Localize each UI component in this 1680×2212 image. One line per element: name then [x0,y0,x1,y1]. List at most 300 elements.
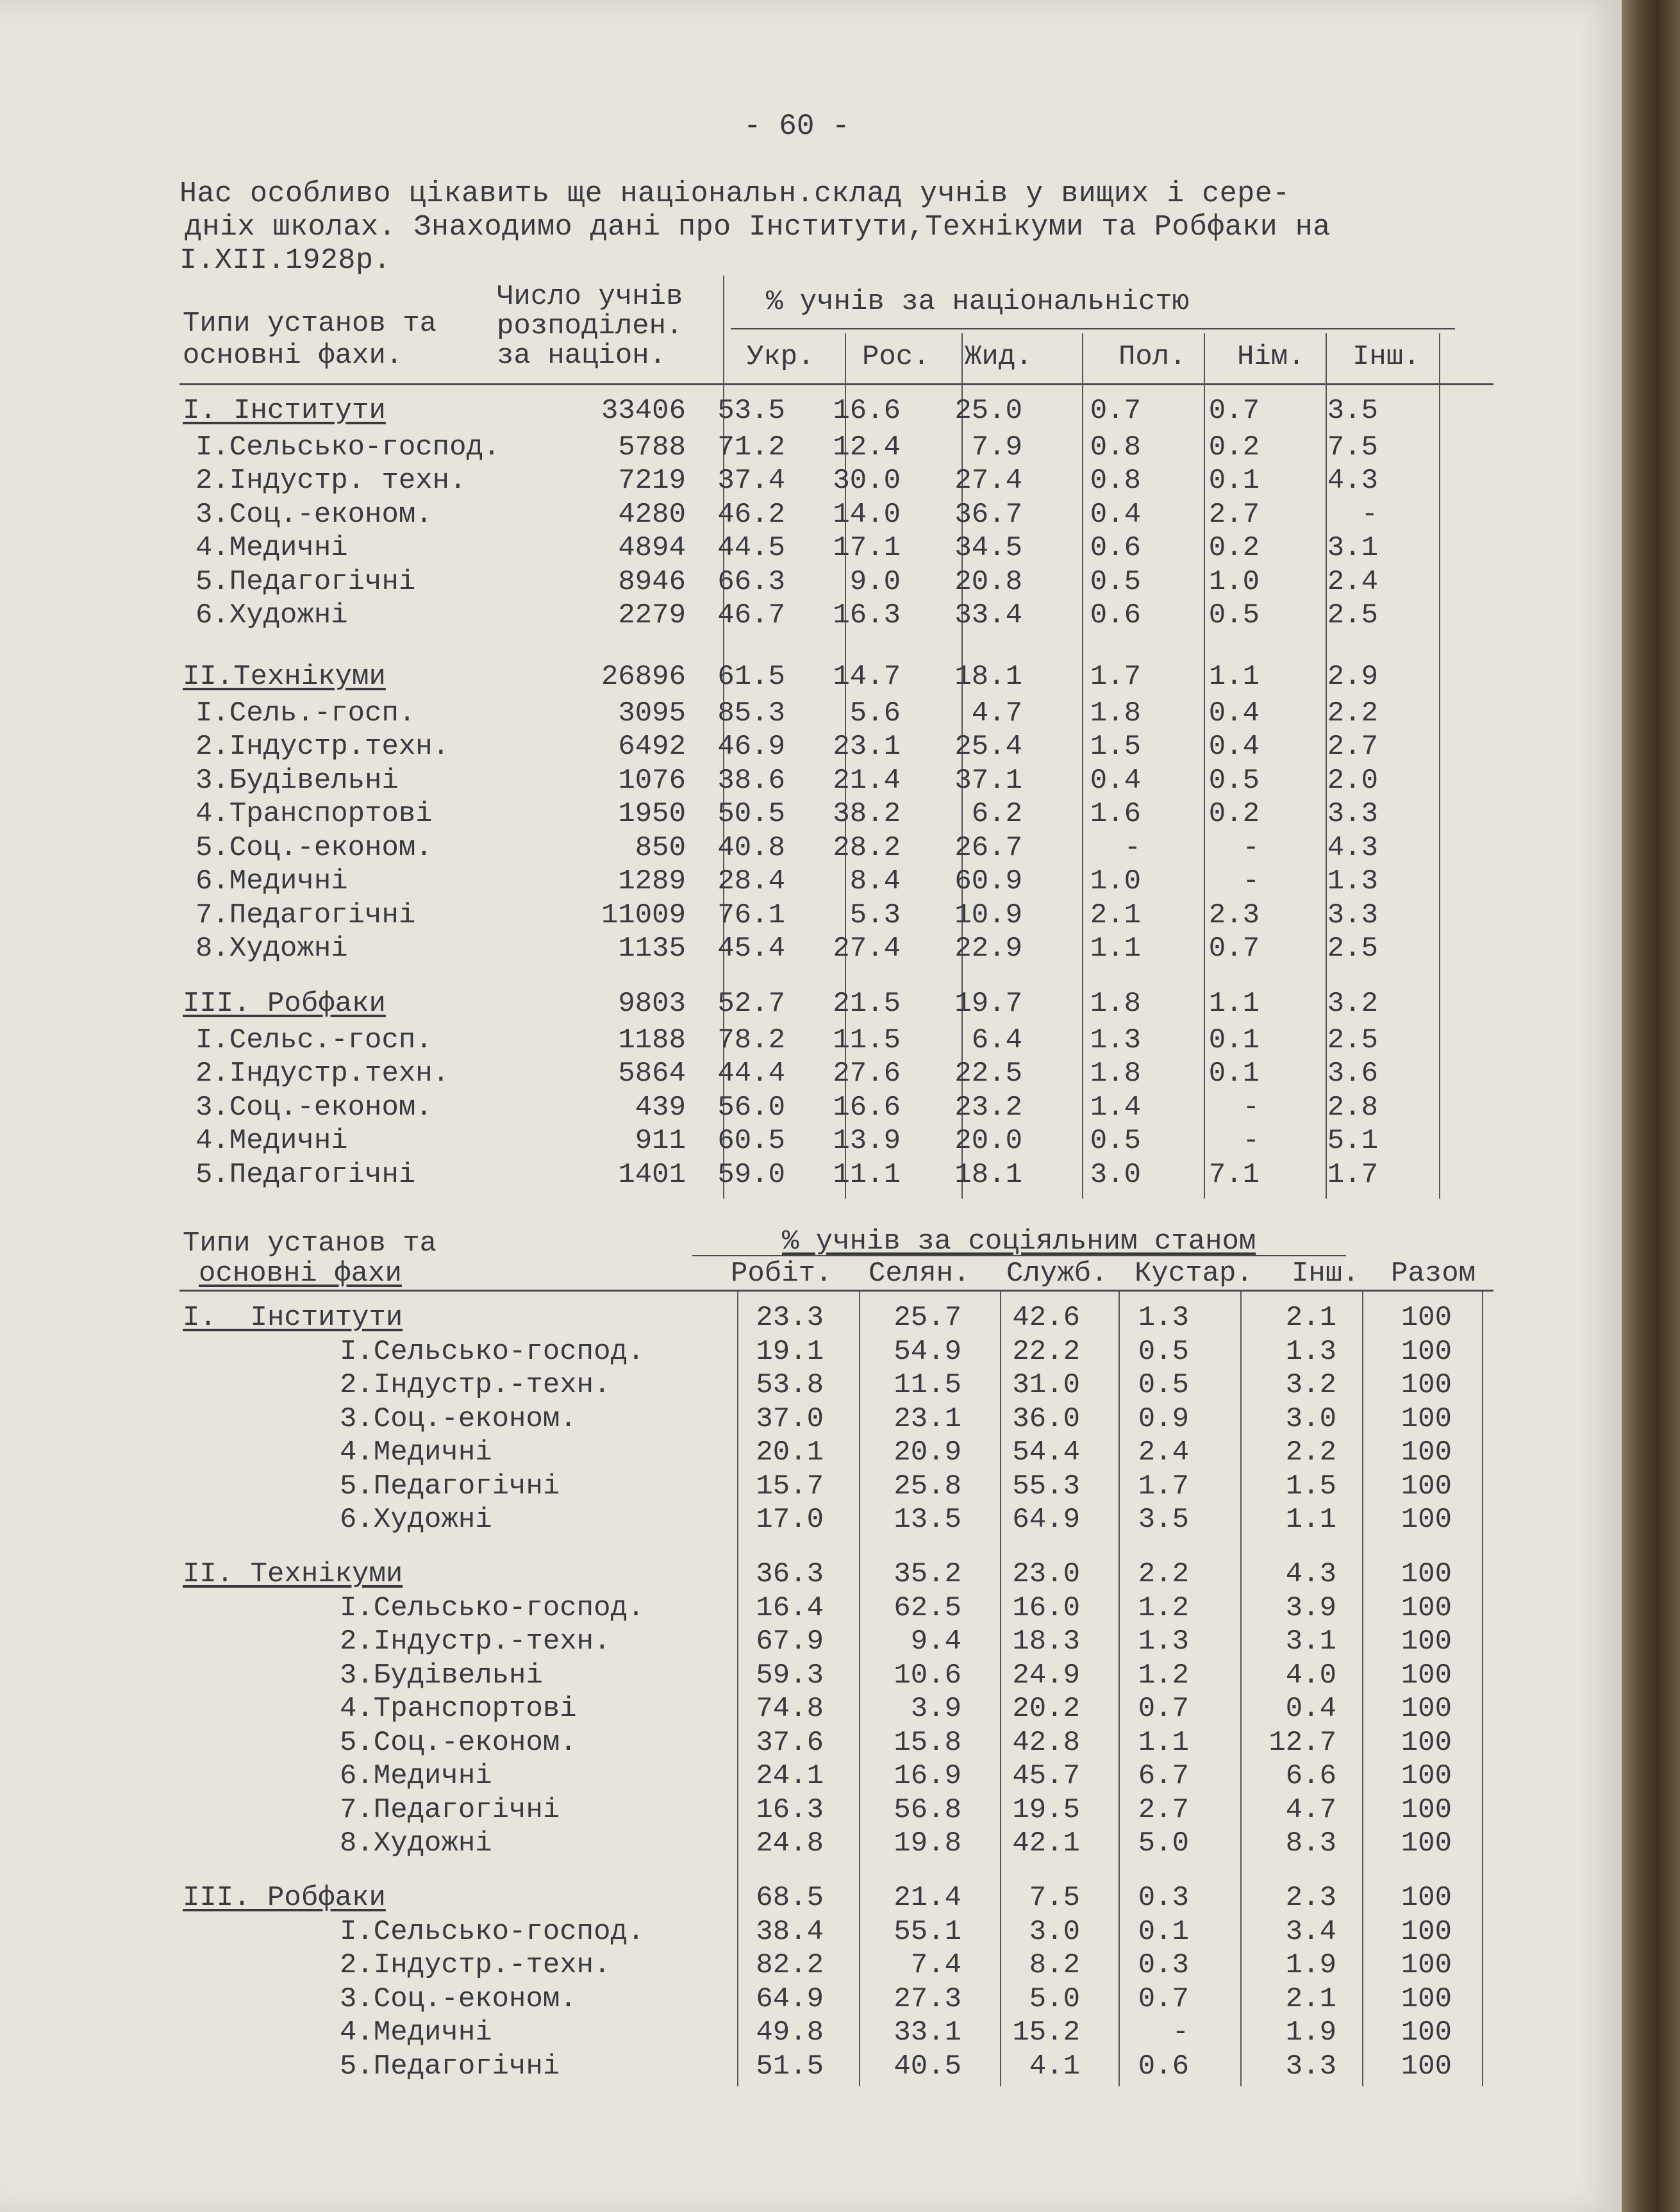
group-row [0,660,1622,694]
cell-value: 16.0 [1012,1592,1080,1624]
cell-value: 62.5 [894,1592,961,1624]
row-count: 2279 [618,599,686,631]
table-row [0,1827,1622,1860]
cell-value: 100 [1401,1369,1452,1401]
table-row [0,831,1622,865]
cell-value: 38.2 [833,798,901,830]
cell-value: 0.1 [1208,1024,1260,1056]
cell-value: 0.3 [1138,1882,1189,1914]
cell-value: 100 [1401,1693,1452,1725]
cell-value: 1.1 [1090,933,1141,965]
cell-value: 2.7 [1138,1793,1189,1826]
table-row [0,431,1622,464]
cell-value: 22.9 [954,933,1022,965]
cell-value: 0.7 [1138,1983,1189,2015]
t1-header-group-rule [731,328,1455,329]
cell-value: 0.8 [1090,465,1141,497]
row-label: 6.Медичні [195,865,348,897]
cell-value: 27.3 [894,1983,961,2015]
cell-value: 38.6 [717,764,785,797]
cell-value: 4.1 [1029,2050,1080,2083]
group-row [0,394,1622,428]
cell-value: 1.2 [1138,1659,1189,1692]
table-row [0,899,1622,932]
table-row [0,498,1622,531]
table-row [0,1024,1622,1057]
cell-value: 18.1 [954,661,1022,693]
row-label: ІІІ. Робфаки [183,988,386,1020]
page-number: - 60 - [744,110,850,143]
table-row [0,730,1622,763]
intro-line-3: І.ХІІ.1928р. [179,244,392,277]
cell-value: 21.4 [894,1882,961,1914]
cell-value: 0.1 [1208,1058,1260,1090]
cell-value: 1.3 [1327,865,1378,897]
cell-value: 0.5 [1138,1335,1189,1368]
cell-value: 25.4 [954,731,1022,763]
cell-value: 3.9 [910,1693,961,1725]
row-count: 439 [635,1091,686,1124]
t1-col-zhyd: Жид. [965,341,1033,373]
cell-value: 23.3 [756,1302,824,1334]
cell-value: 71.2 [717,431,785,463]
cell-value: 0.4 [1208,697,1260,729]
cell-value: 100 [1401,1983,1452,2015]
cell-value: 100 [1401,1915,1452,1948]
cell-value: 31.0 [1012,1369,1080,1401]
row-count: 8946 [618,565,686,598]
cell-value: 42.8 [1012,1726,1080,1759]
row-label: 4.Медичні [340,2017,492,2049]
cell-value: 6.2 [971,798,1022,830]
cell-value: 2.1 [1285,1983,1336,2015]
cell-value: 28.4 [717,865,785,897]
cell-value: 1.1 [1208,988,1260,1020]
table-row [0,599,1622,632]
cell-value: 1.6 [1090,798,1141,830]
t1-col-pol: Пол. [1119,341,1186,373]
t2-col-kustar: Кустар. [1135,1258,1253,1290]
cell-value: 2.1 [1285,1302,1336,1334]
cell-value: 22.5 [954,1058,1022,1090]
cell-value: 15.7 [756,1470,824,1502]
cell-value: 1.1 [1138,1726,1189,1759]
cell-value: 14.7 [833,661,901,693]
cell-value: 46.9 [717,731,785,763]
row-label: ІІ. Технікуми [183,1558,403,1590]
table-row [0,1949,1622,1982]
row-label: 2.Індустр.-техн. [340,1369,611,1401]
row-label: 5.Соц.-економ. [195,831,433,864]
cell-value: 42.1 [1012,1827,1080,1859]
cell-value: 44.5 [717,532,785,564]
cell-value: 21.5 [833,988,901,1020]
cell-value: 36.7 [954,498,1022,531]
cell-value: 3.0 [1029,1915,1080,1948]
cell-value: 54.4 [1012,1436,1080,1468]
cell-value: 54.9 [894,1335,961,1368]
t1-col-insh: Інш. [1352,341,1420,373]
table-row [0,1091,1622,1124]
cell-value: 100 [1401,1302,1452,1334]
cell-value: 3.1 [1327,532,1378,564]
cell-value: 50.5 [717,798,785,830]
cell-value: - [1361,498,1378,531]
row-label: ІІІ. Робфаки [183,1882,386,1914]
t2-header-type-1: Типи установ та [183,1227,437,1260]
cell-value: 0.9 [1138,1402,1189,1435]
cell-value: 3.3 [1285,2050,1336,2083]
cell-value: 12.4 [833,431,901,463]
cell-value: 19.5 [1012,1793,1080,1826]
row-label: 3.Будівельні [340,1659,543,1692]
row-label: 6.Художні [195,599,348,631]
row-count: 3095 [618,697,686,729]
table-row [0,1793,1622,1827]
cell-value: - [1242,1091,1260,1124]
cell-value: 1.7 [1138,1470,1189,1502]
cell-value: 100 [1401,1760,1452,1792]
row-label: 3.Соц.-економ. [195,498,433,531]
row-label: І.Сельсько-господ. [195,431,501,463]
cell-value: 23.1 [894,1402,961,1435]
t1-col-ukr: Укр. [747,341,815,373]
table-row [0,464,1622,497]
cell-value: 22.2 [1012,1335,1080,1368]
cell-value: 2.2 [1285,1436,1336,1468]
cell-value: 8.2 [1029,1949,1080,1981]
row-count: 26896 [601,661,686,693]
cell-value: 4.7 [1285,1793,1336,1826]
cell-value: 0.2 [1208,798,1260,830]
table-row [0,1759,1622,1793]
table-row [0,565,1622,599]
cell-value: 2.7 [1327,731,1378,763]
cell-value: 60.5 [717,1125,785,1157]
t2-col-robit: Робіт. [731,1258,833,1290]
table-row [0,1503,1622,1536]
cell-value: 1.3 [1138,1302,1189,1334]
cell-value: 0.4 [1208,731,1260,763]
cell-value: 10.6 [894,1659,961,1692]
cell-value: 23.0 [1012,1558,1080,1590]
cell-value: 37.6 [756,1726,824,1759]
row-label: 3.Соц.-економ. [340,1402,577,1435]
cell-value: 11.1 [833,1158,901,1191]
cell-value: 53.8 [756,1369,824,1401]
table-row [0,1692,1622,1726]
cell-value: 5.1 [1327,1125,1378,1157]
table-row [0,1915,1622,1949]
cell-value: 60.9 [954,865,1022,897]
row-count: 6492 [618,731,686,763]
cell-value: 25.0 [954,395,1022,427]
cell-value: 100 [1401,1470,1452,1502]
row-count: 1076 [618,764,686,797]
t1-col-nim: Нім. [1237,341,1305,373]
cell-value: 0.6 [1090,599,1141,631]
row-count: 4280 [618,498,686,531]
cell-value: 16.9 [894,1760,961,1792]
row-count: 33406 [601,395,686,427]
row-label: І.Сельсько-господ. [340,1335,645,1368]
cell-value: 10.9 [954,899,1022,931]
t2-header-group: % учнів за соціяльним станом [782,1226,1256,1258]
cell-value: 2.4 [1138,1436,1189,1468]
row-count: 9803 [618,988,686,1020]
row-label: 7.Педагогічні [195,899,416,931]
cell-value: 1.0 [1090,865,1141,897]
cell-value: 3.9 [1285,1592,1336,1624]
cell-value: 26.7 [954,831,1022,864]
t1-header-count-2: розподілен. [497,310,683,342]
cell-value: 1.7 [1090,661,1141,693]
cell-value: 100 [1401,1504,1452,1536]
cell-value: 1.1 [1285,1504,1336,1536]
t1-header-group: % учнів за національністю [766,286,1190,318]
cell-value: 2.5 [1327,1024,1378,1056]
cell-value: 66.3 [717,565,785,598]
cell-value: 3.5 [1138,1504,1189,1536]
cell-value: 100 [1401,2050,1452,2083]
cell-value: 0.4 [1285,1693,1336,1725]
cell-value: 82.2 [756,1949,824,1981]
table-row [0,2016,1622,2049]
cell-value: - [1172,2017,1189,2049]
cell-value: - [1242,865,1260,897]
table-row [0,1983,1622,2016]
cell-value: 25.8 [894,1470,961,1502]
cell-value: 20.0 [954,1125,1022,1157]
row-label: 5.Педагогічні [340,2050,560,2083]
table-row [0,797,1622,831]
cell-value: 33.1 [894,2017,961,2049]
cell-value: 55.1 [894,1915,961,1948]
cell-value: 21.4 [833,764,901,797]
cell-value: 100 [1401,1882,1452,1914]
cell-value: 17.1 [833,532,901,564]
group-row [0,987,1622,1020]
cell-value: 1.3 [1138,1626,1189,1658]
t1-header-type-2: основні фахи. [183,340,403,372]
cell-value: 100 [1401,1827,1452,1859]
cell-value: 3.2 [1285,1369,1336,1401]
cell-value: 3.3 [1327,798,1378,830]
cell-value: 5.3 [849,899,901,931]
table-row [0,1158,1622,1192]
cell-value: 4.7 [971,697,1022,729]
cell-value: 16.4 [756,1592,824,1624]
cell-value: 1.8 [1090,1058,1141,1090]
cell-value: 14.0 [833,498,901,531]
cell-value: 19.1 [756,1335,824,1368]
cell-value: 2.8 [1327,1091,1378,1124]
cell-value: 1.5 [1285,1470,1336,1502]
cell-value: 36.3 [756,1558,824,1590]
cell-value: 33.4 [954,599,1022,631]
cell-value: 7.1 [1208,1158,1260,1191]
row-label: 5.Педагогічні [195,1158,416,1191]
row-label: 5.Педагогічні [340,1470,560,1502]
cell-value: 40.8 [717,831,785,864]
table-row [0,697,1622,730]
cell-value: 20.9 [894,1436,961,1468]
row-count: 1950 [618,798,686,830]
cell-value: 100 [1401,1949,1452,1981]
cell-value: 6.4 [971,1024,1022,1056]
cell-value: 64.9 [1012,1504,1080,1536]
cell-value: 37.1 [954,764,1022,797]
row-label: І.Сельсько-господ. [340,1592,645,1624]
cell-value: 0.1 [1208,465,1260,497]
row-label: І.Сельсько-господ. [340,1915,645,1948]
row-label: І. Інститути [183,1302,403,1334]
cell-value: 61.5 [717,661,785,693]
cell-value: 67.9 [756,1626,824,1658]
cell-value: 1.3 [1090,1024,1141,1056]
cell-value: 2.1 [1090,899,1141,931]
cell-value: 4.3 [1327,831,1378,864]
cell-value: 16.3 [833,599,901,631]
cell-value: 44.4 [717,1058,785,1090]
table-row [0,1124,1622,1158]
cell-value: 1.8 [1090,988,1141,1020]
cell-value: 4.3 [1327,465,1378,497]
table-row [0,1335,1622,1368]
row-count: 1401 [618,1158,686,1191]
row-label: 6.Художні [340,1504,492,1536]
cell-value: 0.8 [1090,431,1141,463]
cell-value: 23.2 [954,1091,1022,1124]
row-label: 3.Соц.-економ. [195,1091,433,1124]
cell-value: 51.5 [756,2050,824,2083]
group-row [0,1301,1622,1335]
t1-header-count-3: за націон. [497,340,667,372]
t2-col-insh: Інш. [1292,1258,1360,1290]
cell-value: 9.4 [910,1626,961,1658]
cell-value: 0.7 [1208,395,1260,427]
row-label: 2.Індустр. техн. [195,465,467,497]
row-count: 4894 [618,532,686,564]
cell-value: 38.4 [756,1915,824,1948]
cell-value: 2.2 [1138,1558,1189,1590]
cell-value: 68.5 [756,1882,824,1914]
row-count: 11009 [601,899,686,931]
cell-value: 42.6 [1012,1302,1080,1334]
cell-value: 9.0 [849,565,901,598]
cell-value: 100 [1401,1436,1452,1468]
group-row [0,1881,1622,1915]
t1-header-count-1: Число учнів [497,281,683,313]
t2-header-rule [179,1290,1493,1292]
cell-value: 3.0 [1090,1158,1141,1191]
cell-value: 25.7 [894,1302,961,1334]
table-row [0,1402,1622,1436]
row-label: 6.Медичні [340,1760,492,1792]
cell-value: 27.4 [954,465,1022,497]
cell-value: 3.1 [1285,1626,1336,1658]
cell-value: 15.2 [1012,2017,1080,2049]
cell-value: 8.3 [1285,1827,1336,1859]
cell-value: 0.6 [1138,2050,1189,2083]
row-label: 8.Художні [195,933,348,965]
cell-value: 28.2 [833,831,901,864]
cell-value: 45.4 [717,933,785,965]
t1-col-ros: Рос. [862,341,930,373]
cell-value: 13.5 [894,1504,961,1536]
cell-value: 0.5 [1208,764,1260,797]
row-label: 4.Медичні [340,1436,492,1468]
cell-value: 20.2 [1012,1693,1080,1725]
cell-value: 18.3 [1012,1626,1080,1658]
cell-value: 55.3 [1012,1470,1080,1502]
cell-value: 1.3 [1285,1335,1336,1368]
cell-value: 0.3 [1138,1949,1189,1981]
group-row [0,1558,1622,1591]
cell-value: 76.1 [717,899,785,931]
cell-value: 100 [1401,1726,1452,1759]
row-label: 4.Медичні [195,532,348,564]
table-row [0,1057,1622,1090]
cell-value: 45.7 [1012,1760,1080,1792]
cell-value: 24.9 [1012,1659,1080,1692]
cell-value: 78.2 [717,1024,785,1056]
cell-value: 46.7 [717,599,785,631]
row-label: І. Інститути [183,395,386,427]
cell-value: 2.0 [1327,764,1378,797]
cell-value: 0.4 [1090,498,1141,531]
cell-value: 30.0 [833,465,901,497]
cell-value: 3.3 [1327,899,1378,931]
table-row [0,1592,1622,1625]
cell-value: 36.0 [1012,1402,1080,1435]
cell-value: 52.7 [717,988,785,1020]
cell-value: 0.7 [1090,395,1141,427]
table-row [0,531,1622,565]
cell-value: 3.0 [1285,1402,1336,1435]
page-edge [1622,0,1680,2212]
cell-value: 59.3 [756,1659,824,1692]
t2-col-sluzhb: Служб. [1006,1258,1108,1290]
cell-value: 59.0 [717,1158,785,1191]
cell-value: 100 [1401,1592,1452,1624]
cell-value: 5.0 [1138,1827,1189,1859]
cell-value: - [1242,831,1260,864]
cell-value: 100 [1401,1793,1452,1826]
cell-value: 2.9 [1327,661,1378,693]
cell-value: 0.5 [1138,1369,1189,1401]
cell-value: 2.3 [1208,899,1260,931]
cell-value: 3.5 [1327,395,1378,427]
cell-value: 4.3 [1285,1558,1336,1590]
cell-value: 1.1 [1208,661,1260,693]
cell-value: 85.3 [717,697,785,729]
cell-value: 0.4 [1090,764,1141,797]
cell-value: 53.5 [717,395,785,427]
row-count: 850 [635,831,686,864]
row-label: ІІ.Технікуми [183,661,386,693]
cell-value: 0.7 [1138,1693,1189,1725]
row-label: 4.Транспортові [195,798,433,830]
cell-value: 12.7 [1268,1726,1336,1759]
cell-value: 100 [1401,1558,1452,1590]
cell-value: 1.9 [1285,2017,1336,2049]
cell-value: 100 [1401,1626,1452,1658]
row-label: 4.Транспортові [340,1693,577,1725]
cell-value: 6.7 [1138,1760,1189,1792]
cell-value: 35.2 [894,1558,961,1590]
cell-value: 64.9 [756,1983,824,2015]
